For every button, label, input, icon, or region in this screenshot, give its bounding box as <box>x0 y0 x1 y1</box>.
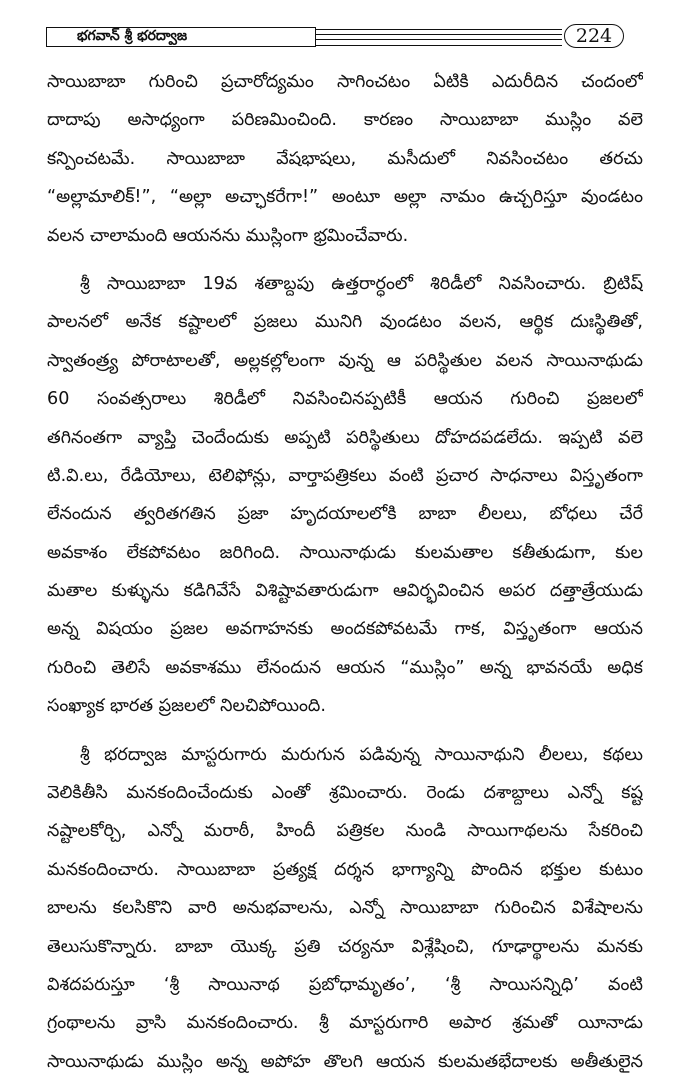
header-rule <box>316 34 562 35</box>
text-line: తెలుసుకొన్నారు. బాబా యొక్క ప్రతి చర్యనూ విశ్లేషించి, గూఢార్థాలను మనకు <box>47 936 643 957</box>
text-line: స్వాతంత్ర్య పోరాటాలతో, అల్లకల్లోలంగా వున్న ఆ పరిస్థితుల వలన సాయినాథుడు <box>47 350 643 371</box>
page-number: 224 <box>564 24 624 48</box>
text-line: పాలనలో అనేక కష్టాలలో ప్రజలు మునిగి వుండటం వలన, ఆర్థిక దుఃస్థితితో, <box>47 312 643 333</box>
text-line: తగినంతగా వ్యాప్తి చెందేందుకు అప్పటి పరిస్థితులు దోహదపడలేదు. ఇప్పటి వలె <box>47 427 643 448</box>
text-line: 60 సంవత్సరాలు శిరిడీలో నివసించినప్పటికీ ఆయన గురించి ప్రజలలో <box>47 389 643 410</box>
text-line: వెలికితీసి మనకందించేందుకు ఎంతో శ్రమించారు. రెండు దశాబ్దాలు ఎన్నో కష్ట <box>47 783 643 804</box>
paragraph-2 <box>47 265 643 726</box>
text-line: బాలను కలసికొని వారి అనుభవాలను, ఎన్నో సాయిబాబా గురించిన విశేషాలను <box>47 898 643 919</box>
text-line: లేనందున త్వరితగతిన ప్రజా హృదయాలలోకి బాబా లీలలు, బోధలు చేరే <box>47 504 643 525</box>
header-rule <box>316 29 562 30</box>
text-line: కన్పించటమే. సాయిబాబా వేషభాషలు, మసీదులో నివసించటం తరచు <box>47 148 643 169</box>
text-line: శ్రీ భరద్వాజ మాస్టరుగారు మరుగున పడివున్న సాయినాథుని లీలలు, కథలు <box>80 744 643 765</box>
book-title: భగవాన్ శ్రీ భరద్వాజ <box>77 27 188 44</box>
running-header <box>46 27 626 51</box>
text-line: టి.వి.లు, రేడియోలు, టెలిఫోన్లు, వార్తాపత్రికలు వంటి ప్రచార సాధనాలు విస్తృతంగా <box>47 465 643 486</box>
text-line: శ్రీ సాయిబాబా 19వ శతాబ్దపు ఉత్తరార్ధంలో శిరిడీలో నివసించారు. బ్రిటిష్ <box>80 273 643 294</box>
text-line: సాయిబాబా గురించి ప్రచారోద్యమం సాగించటం ఏటికి ఎదురీదిన చందంలో <box>47 72 643 92</box>
text-line: నష్టాలకోర్చి, ఎన్నో మరాఠీ, హిందీ పత్రికల నుండి సాయిగాథలను సేకరించి <box>47 821 643 842</box>
text-line: సంఖ్యాక భారత ప్రజలలో నిలచిపోయింది. <box>47 696 326 717</box>
text-line: “అల్లామాలిక్!”, “అల్లా అచ్ఛాకరేగా!” అంటూ అల్లా నామం ఉచ్చరిస్తూ వుండటం <box>47 187 643 208</box>
text-line: అవకాశం లేకపోవటం జరిగింది. సాయినాథుడు కులమతాల కతీతుడుగా, కుల <box>47 542 643 563</box>
header-rule <box>316 45 562 46</box>
paragraph-3 <box>47 736 643 1081</box>
body-text <box>47 63 643 1081</box>
paragraph-1 <box>47 63 643 255</box>
text-line: మనకందించారు. సాయిబాబా ప్రత్యక్ష దర్శన భాగ్యాన్ని పొందిన భక్తుల కుటుం <box>47 859 643 880</box>
text-line: గురించి తెలిసే అవకాశము లేనందున ఆయన “ముస్లిం” అన్న భావనయే అధిక <box>47 657 643 678</box>
header-title-box <box>46 27 316 47</box>
text-line: గ్రంథాలను వ్రాసి మనకందించారు. శ్రీ మాస్టరుగారి అపార శ్రమతో యీనాడు <box>47 1013 643 1034</box>
text-line: విశదపరుస్తూ ‘శ్రీ సాయినాథ ప్రబోధామృతం’, ‘శ్రీ సాయిసన్నిధి’ వంటి <box>47 974 643 995</box>
header-rule <box>316 39 562 40</box>
text-line: సాయినాథుడు ముస్లిం అన్న అపోహ తొలగి ఆయన కులమతభేదాలకు అతీతులైన <box>47 1051 643 1072</box>
text-line: దాదాపు అసాధ్యంగా పరిణమించింది. కారణం సాయిబాబా ముస్లిం వలె <box>47 110 643 131</box>
text-line: అన్న విషయం ప్రజల అవగాహనకు అందకపోవటమే గాక, విస్తృతంగా ఆయన <box>47 619 643 640</box>
text-line: మతాల కుళ్ళును కడిగివేసే విశిష్టావతారుడుగా ఆవిర్భవించిన అపర దత్తాత్రేయుడు <box>47 581 643 602</box>
text-line: వలన చాలామంది ఆయనను ముస్లింగా భ్రమించేవారు. <box>47 225 409 246</box>
